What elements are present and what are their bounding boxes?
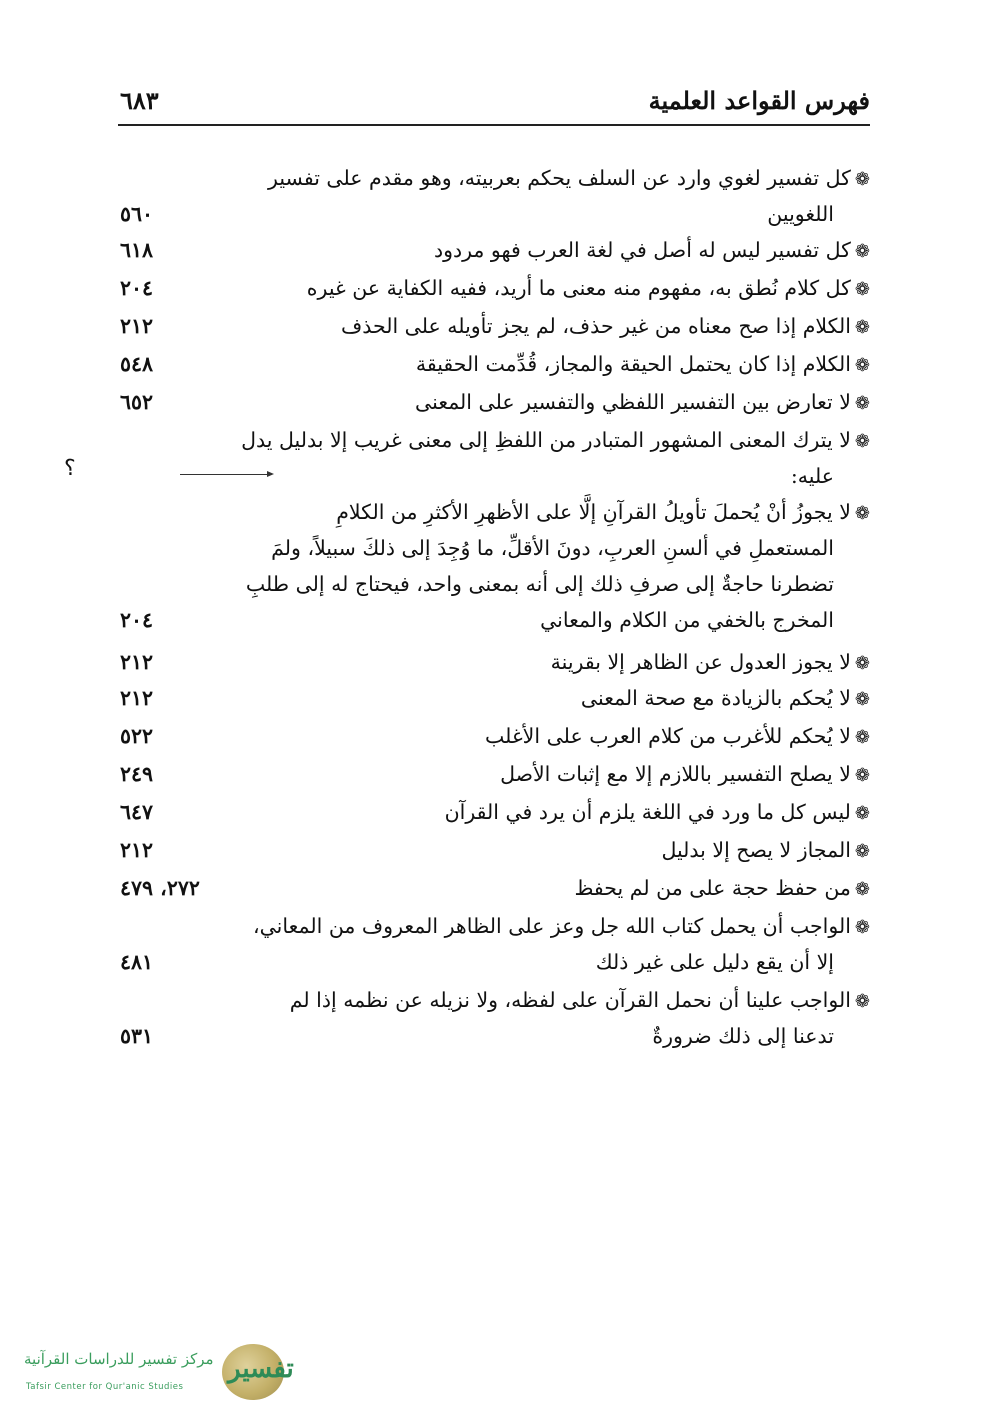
- entry-text: [415, 384, 870, 422]
- entry-text-content: تدعنا إلى ذلك ضرورةٌ: [652, 1024, 834, 1048]
- logo-arabic-name: مركز تفسير للدراسات القرآنية: [24, 1350, 214, 1368]
- header-rule: [118, 124, 870, 126]
- bullet-icon: ❁: [854, 879, 870, 900]
- entry-page-number: ٥٣١: [120, 1024, 154, 1048]
- entry-text-content: الكلام إذا كان يحتمل الحيقة والمجاز، قُدِّمت الحقيقة: [415, 352, 851, 376]
- bullet-icon: ❁: [854, 803, 870, 824]
- margin-question-mark: ؟: [64, 456, 76, 481]
- entry-text-content: المخرج بالخفي من الكلام والمعاني: [540, 608, 834, 632]
- bullet-icon: ❁: [854, 991, 870, 1012]
- index-entry-line: [120, 944, 870, 980]
- entry-text: [434, 232, 870, 270]
- bullet-icon: ❁: [854, 503, 870, 524]
- entry-page-number: ٢٤٩: [120, 762, 154, 786]
- bullet-icon: ❁: [854, 431, 870, 452]
- index-entry-line: [120, 680, 870, 716]
- entry-text: [551, 644, 870, 682]
- entry-text-content: كل تفسير لغوي وارد عن السلف يحكم بعربيته، وهو مقدم على تفسير: [268, 166, 851, 190]
- entry-text-content: الواجب أن يحمل كتاب الله جل وعز على الظاهر المعروف من المعاني،: [252, 914, 851, 938]
- entry-page-number: ٢١٢: [120, 650, 154, 674]
- index-entry-line: [120, 494, 870, 530]
- entry-page-number: ٥٤٨: [120, 352, 154, 376]
- entry-text: [500, 756, 870, 794]
- bullet-icon: ❁: [854, 653, 870, 674]
- entry-page-number: ٦١٨: [120, 238, 154, 262]
- entry-text: [268, 160, 870, 198]
- entry-text-content: المستعملِ في ألسنِ العربِ، دونَ الأقلِّ، ما وُجِدَ إلى ذلكَ سبيلاً، ولمَ: [271, 536, 834, 560]
- entry-text-content: عليه:: [790, 464, 834, 488]
- bullet-icon: ❁: [854, 841, 870, 862]
- entry-page-number: ٢٠٤: [120, 608, 154, 632]
- entry-text-content: الواجب علينا أن نحمل القرآن على لفظه، ولا نزيله عن نظمه إذا لم: [289, 988, 851, 1012]
- entry-text-content: لا يجوز العدول عن الظاهر إلا بقرينة: [550, 650, 851, 674]
- index-entry-line: [120, 196, 870, 232]
- page-header: [120, 82, 870, 126]
- index-entry-line: [120, 756, 870, 792]
- entry-text: [661, 832, 870, 870]
- index-entry-line: [120, 346, 870, 382]
- entry-text: [581, 680, 870, 718]
- entry-text-content: لا يترك المعنى المشهور المتبادر من اللفظِ إلى معنى غريب إلا بدليل يدل: [241, 428, 851, 452]
- entry-text-content: لا يُحكم للأغرب من كلام العرب على الأغلب: [485, 724, 851, 748]
- entry-text: [596, 944, 834, 980]
- index-entry-line: [120, 908, 870, 944]
- index-entry-line: [120, 644, 870, 680]
- entry-text: [246, 566, 834, 602]
- page-number: ٦٨٣: [120, 86, 159, 115]
- entry-text: [271, 530, 834, 566]
- entry-text: [290, 982, 870, 1020]
- entry-text-content: إلا أن يقع دليل على غير ذلك: [595, 950, 834, 974]
- entry-text: [416, 346, 870, 384]
- entry-text-content: كل تفسير ليس له أصل في لغة العرب فهو مردود: [433, 238, 851, 262]
- handwritten-arrow: [180, 474, 272, 475]
- entry-page-number: ٦٤٧: [120, 800, 154, 824]
- entry-page-number: ٢١٢: [120, 686, 154, 710]
- index-entry-line: [120, 566, 870, 602]
- entry-text: [307, 270, 870, 308]
- index-entry-line: [120, 870, 870, 906]
- index-entry-line: [120, 718, 870, 754]
- index-entry-line: [120, 794, 870, 830]
- entry-text-content: الكلام إذا صح معناه من غير حذف، لم يجز تأويله على الحذف: [340, 314, 851, 338]
- entry-text: [253, 908, 870, 946]
- entry-text: [445, 794, 870, 832]
- entry-text: [540, 602, 834, 638]
- entry-page-number: ٥٦٠: [120, 202, 154, 226]
- logo-english-name: Tafsir Center for Qur'anic Studies: [26, 1382, 184, 1392]
- entry-text-content: اللغويين: [767, 202, 834, 226]
- logo-word: تفسير: [228, 1354, 294, 1384]
- index-entry-line: [120, 270, 870, 306]
- entry-text: [341, 308, 870, 346]
- bullet-icon: ❁: [854, 917, 870, 938]
- entry-page-number: ٤٨١: [120, 950, 154, 974]
- bullet-icon: ❁: [854, 169, 870, 190]
- entry-text-content: لا يُحكم بالزيادة مع صحة المعنى: [580, 686, 851, 710]
- index-entry-line: [120, 422, 870, 458]
- index-entry-line: [120, 530, 870, 566]
- bullet-icon: ❁: [854, 689, 870, 710]
- entry-page-number: ٦٥٢: [120, 390, 154, 414]
- entry-text-content: من حفظ حجة على من لم يحفظ: [574, 876, 851, 900]
- index-entry-line: [120, 602, 870, 638]
- entry-text-content: لا يجوزُ أنْ يُحملَ تأويلُ القرآنِ إلَّا على الأظهرِ الأكثرِ من الكلامِ: [336, 500, 851, 524]
- bullet-icon: ❁: [854, 317, 870, 338]
- entry-text: [652, 1018, 834, 1054]
- entry-text: [574, 870, 870, 908]
- entry-page-number: ٢٧٢، ٤٧٩: [120, 876, 200, 900]
- entry-text-content: لا يصلح التفسير باللازم إلا مع إثبات الأصل: [500, 762, 851, 786]
- bullet-icon: ❁: [854, 279, 870, 300]
- bullet-icon: ❁: [854, 355, 870, 376]
- entry-text: [791, 458, 834, 494]
- entry-text-content: تضطرنا حاجةٌ إلى صرفِ ذلك إلى أنه بمعنى واحد، فيحتاج له إلى طلبِ: [245, 572, 834, 596]
- entry-page-number: ٢١٢: [120, 314, 154, 338]
- center-logo: [18, 1344, 294, 1404]
- entry-text-content: ليس كل ما ورد في اللغة يلزم أن يرد في القرآن: [444, 800, 851, 824]
- entry-text-content: كل كلام نُطق به، مفهوم منه معنى ما أريد، ففيه الكفاية عن غيره: [306, 276, 851, 300]
- bullet-icon: ❁: [854, 727, 870, 748]
- index-entry-line: [120, 1018, 870, 1054]
- entry-text-content: المجاز لا يصح إلا بدليل: [661, 838, 851, 862]
- entry-page-number: ٢٠٤: [120, 276, 154, 300]
- bullet-icon: ❁: [854, 765, 870, 786]
- entry-text: [336, 494, 870, 532]
- bullet-icon: ❁: [854, 393, 870, 414]
- entry-text: [767, 196, 834, 232]
- index-entry-line: [120, 232, 870, 268]
- index-entry-line: [120, 982, 870, 1018]
- entry-text: [485, 718, 870, 756]
- index-entry-line: [120, 308, 870, 344]
- index-entry-line: [120, 384, 870, 420]
- entry-text: [241, 422, 870, 460]
- index-entry-line: [120, 160, 870, 196]
- bullet-icon: ❁: [854, 241, 870, 262]
- entry-page-number: ٢١٢: [120, 838, 154, 862]
- header-title: فهرس القواعد العلمية: [648, 86, 870, 115]
- index-entry-line: [120, 832, 870, 868]
- entry-text-content: لا تعارض بين التفسير اللفظي والتفسير على المعنى: [415, 390, 851, 414]
- index-entry-line: [120, 458, 870, 494]
- entry-page-number: ٥٢٢: [120, 724, 154, 748]
